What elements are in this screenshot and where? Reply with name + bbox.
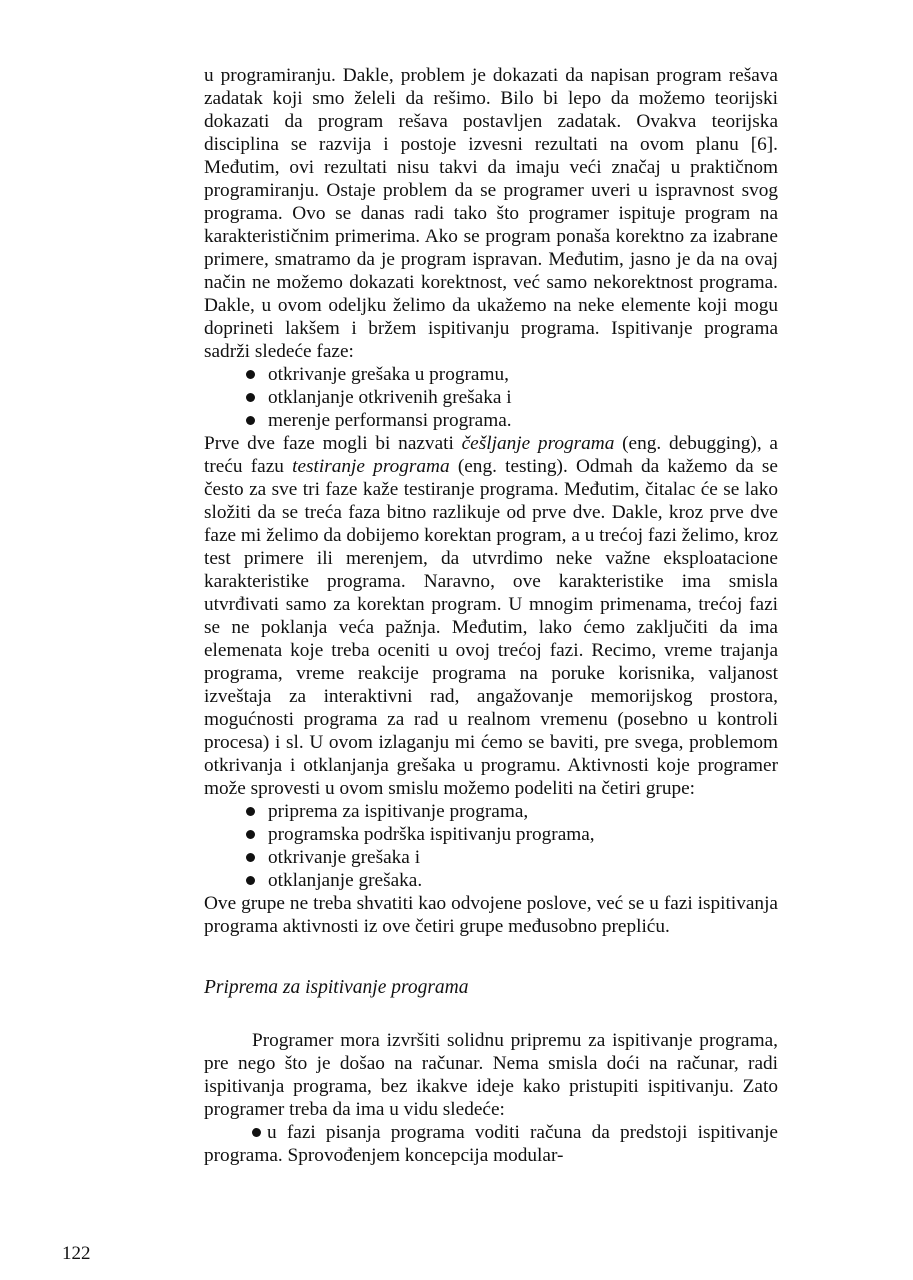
page-body bbox=[204, 64, 778, 1167]
list-item: otkrivanje grešaka u programu, bbox=[204, 363, 778, 386]
paragraph-bullet-writing: u fazi pisanja programa voditi računa da predstoji ispitivanje programa. Sprovođenjem koncepcija modular- bbox=[204, 1122, 778, 1166]
phases-list bbox=[204, 363, 778, 432]
bullet-icon bbox=[246, 853, 255, 862]
term-testing: testiranje programa bbox=[292, 456, 450, 477]
list-item: otklanjanje otkrivenih grešaka i bbox=[204, 386, 778, 409]
groups-list bbox=[204, 800, 778, 892]
paragraph-groups-note: Ove grupe ne treba shvatiti kao odvojene poslove, već se u fazi ispitivanja programa aktivnosti iz ove četiri grupe međusobno prepliću. bbox=[204, 893, 778, 937]
list-item: otklanjanje grešaka. bbox=[204, 869, 778, 892]
section-heading: Priprema za ispitivanje programa bbox=[204, 977, 469, 998]
term-debugging: češljanje programa bbox=[461, 433, 615, 454]
paragraph-intro: u programiranju. Dakle, problem je dokazati da napisan program rešava zadatak koji smo želeli da rešimo. Bilo bi lepo da možemo teorijski dokazati da program rešava postavljen zadatak. Ovakva teorijska disciplina se razvija i postoje izvesni rezultati na ovom planu [6]. Međutim, ovi rezultati nisu takvi da imaju veći značaj u praktičnom programiranju. Ostaje problem da se programer uveri u ispravnost svog programa. Ovo se danas radi tako što programer ispituje program na karakterističnim primerima. Ako se program ponaša korektno za izabrane primere, smatramo da je program ispravan. Međutim, jasno je da na ovaj način ne možemo dokazati korektnost, već samo nekorektnost programa. Dakle, u ovom odeljku želimo da ukažemo na neke elemente koji mogu doprineti lakšem i bržem ispitivanju programa. Ispitivanje programa sadrži sledeće faze: bbox=[204, 65, 778, 362]
bullet-icon bbox=[246, 830, 255, 839]
list-item: programska podrška ispitivanju programa, bbox=[204, 823, 778, 846]
bullet-icon bbox=[246, 370, 255, 379]
page-number: 122 bbox=[62, 1243, 91, 1264]
paragraph-preparation: Programer mora izvršiti solidnu pripremu za ispitivanje programa, pre nego što je došao na računar. Nema smisla doći na računar, radi ispitivanja programa, bez ikakve ideje kako pristupiti ispitivanju. Zato programer treba da ima u vidu sledeće: bbox=[204, 1030, 778, 1120]
bullet-icon bbox=[246, 393, 255, 402]
bullet-icon bbox=[246, 876, 255, 885]
paragraph-phases: Prve dve faze mogli bi nazvati češljanje programa (eng. debugging), a treću fazu testiranje programa (eng. testing). Odmah da kažemo da se često za sve tri faze kaže testiranje programa. Međutim, čitalac će se lako složiti da se treća faza bitno razlikuje od prve dve. Dakle, kroz prve dve faze mi želimo da dobijemo korektan program, a u trećoj fazi želimo, kroz test primere ili merenjem, da utvrdimo neke važne eksploatacione karakteristike programa. Naravno, ove karakteristike ima smisla utvrđivati samo za korektan program. U mnogim primenama, trećoj fazi se ne poklanja veća pažnja. Međutim, lako ćemo zaključiti da ima elemenata koje treba oceniti u ovoj trećoj fazi. Recimo, vreme trajanja programa, vreme reakcije programa na poruke korisnika, valjanost izveštaja za interaktivni rad, angažovanje memorijskog prostora, mogućnosti programa za rad u realnom vremenu (posebno u kontroli procesa) i sl. U ovom izlaganju mi ćemo se baviti, pre svega, problemom otkrivanja i otklanjanja grešaka u programu. Aktivnosti koje programer može sprovesti u ovom smislu možemo podeliti na četiri grupe: bbox=[204, 433, 778, 799]
bullet-icon bbox=[246, 807, 255, 816]
bullet-icon bbox=[252, 1128, 261, 1137]
list-item: priprema za ispitivanje programa, bbox=[204, 800, 778, 823]
list-item: merenje performansi programa. bbox=[204, 409, 778, 432]
list-item: otkrivanje grešaka i bbox=[204, 846, 778, 869]
bullet-icon bbox=[246, 416, 255, 425]
